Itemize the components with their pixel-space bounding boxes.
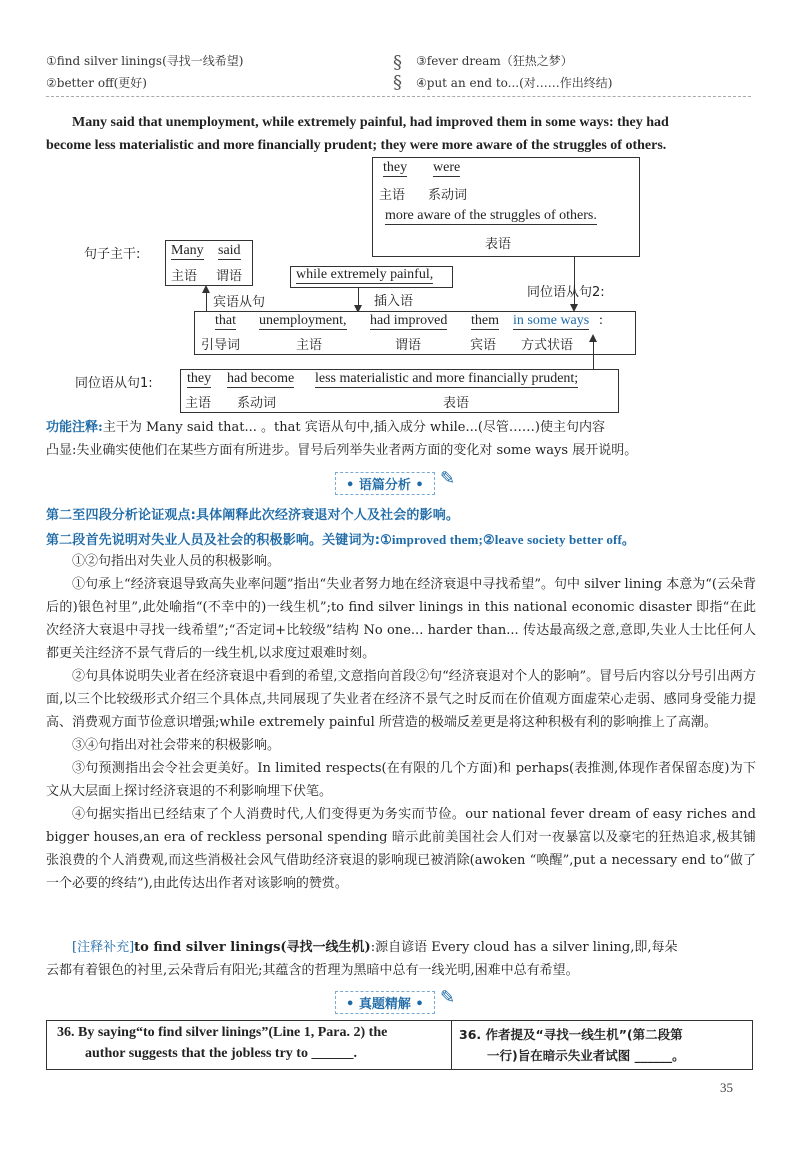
question-cn-line-1: 36. 作者提及“寻找一线生机”(第二段第	[459, 1027, 683, 1042]
sentence-line-2: become less materialistic and more financially prudent; they were more aware of the struggles of others.	[46, 138, 667, 153]
label-subject: 主语	[185, 396, 212, 411]
arrow-up-icon	[589, 334, 597, 342]
box-main-row	[194, 311, 636, 355]
feather-pen-icon: ✎	[440, 468, 456, 489]
question-en-line-2: author suggests that the jobless try to ______.	[85, 1046, 357, 1061]
option-2: ②better off(更好)	[46, 76, 147, 90]
analysis-paragraph: ③④句指出对社会带来的积极影响。	[72, 738, 281, 753]
predicative-phrase: more aware of the struggles of others.	[385, 208, 597, 223]
function-note-label: 功能注释:	[46, 420, 103, 435]
word-unemployment: unemployment,	[259, 313, 347, 328]
function-note-line-1: 主干为 Many said that... 。that 宾语从句中,插入成分 while...(尽管……)使主句内容	[102, 420, 606, 435]
phrase-in-some-ways: in some ways	[513, 313, 590, 328]
option-4: ④put an end to...(对……作出终结)	[416, 76, 613, 90]
label-predicative: 表语	[443, 396, 470, 411]
note-head: to find silver linings(寻找一线生机)	[134, 940, 371, 955]
analysis-paragraph: ①②句指出对失业人员的积极影响。	[72, 554, 281, 569]
word-that: that	[215, 313, 236, 328]
label-linking-verb: 系动词	[428, 188, 468, 203]
word-they: they	[383, 160, 408, 175]
label-main-clause: 句子主干:	[84, 247, 141, 262]
question-cn-line-2: 一行)旨在暗示失业者试图 ______。	[487, 1048, 685, 1063]
label-object: 宾语	[470, 338, 497, 353]
label-connector: 引导词	[201, 338, 241, 353]
label-object-clause: 宾语从句	[213, 295, 266, 310]
label-predicative: 表语	[485, 237, 512, 252]
analysis-paragraph: ①句承上“经济衰退导致高失业率问题”指出“失业者努力地在经济衰退中寻找希望”。句中 silver lining 本意为“(云朵背后的)银色衬里”,此处喻指“(不幸中的)一线生机”;to find silver linings in this national economic disaster 即指“在此次经济大衰退中寻找一线希望”;“否定词+比较级”结构 No one... harder than... 传达最高级之意,意即,失业人士比任何人都更关注经济不景气背后的一线生机,以求度过艰难时刻。	[46, 577, 756, 661]
section-title-exam-analysis: • 真题精解 •	[335, 991, 435, 1014]
function-note	[46, 416, 756, 462]
analysis-paragraph: ②句具体说明失业者在经济衰退中看到的希望,文意指向首段②句“经济衰退对个人的影响”。冒号后内容以分号引出两方面,以三个比较级形式介绍三个具体点,共同展现了失业者在经济不景气之时反而在价值观方面虚荣心走弱、感同身受能力提高、消费观方面节俭意识增强;while extremely painful 所营造的极端反差更是将这种积极有利的影响推上了高潮。	[46, 669, 756, 730]
squiggle-divider-icon: §	[393, 52, 402, 73]
option-1: ①find silver linings(寻找一线希望)	[46, 54, 244, 68]
phrase-while: while extremely painful,	[296, 267, 434, 282]
function-note-line-2: 凸显:失业确实使他们在某些方面有所进步。冒号后列举失业者两方面的变化对 some ways 展开说明。	[46, 443, 638, 458]
arrow-line	[358, 287, 359, 307]
word-said: said	[218, 243, 241, 258]
intro-line-1: 第二至四段分析论证观点:具体阐释此次经济衰退对个人及社会的影响。	[46, 508, 459, 523]
word-many: Many	[171, 243, 204, 258]
word-were: were	[433, 160, 461, 175]
label-subject: 主语	[171, 269, 198, 284]
predicative-phrase: less materialistic and more financially prudent;	[315, 371, 579, 386]
table-divider	[451, 1021, 452, 1069]
phrase-had-become: had become	[227, 371, 295, 386]
arrow-line	[593, 340, 594, 370]
phrase-had-improved: had improved	[370, 313, 448, 328]
question-table	[46, 1020, 753, 1070]
label-appositive-clause-1: 同位语从句1:	[75, 376, 153, 391]
divider	[46, 96, 751, 97]
label-parenthesis: 插入语	[374, 294, 414, 309]
note-text-2: 云都有着银色的衬里,云朵背后有阳光;其蕴含的哲理为黑暗中总有一线光明,困难中总有希望。	[46, 963, 579, 978]
option-3: ③fever dream（狂热之梦）	[416, 54, 573, 68]
word-they: they	[187, 371, 212, 386]
box-they-become	[180, 369, 619, 413]
box-they-were	[372, 157, 640, 257]
arrow-line	[206, 293, 207, 311]
analysis-paragraph: ④句据实指出已经结束了个人消费时代,人们变得更为务实而节俭。our national fever dream of easy riches and bigger houses,an era of reckless personal spending 暗示此前美国社会人们对一夜暴富以及豪宅的狂热追求,极其铺张浪费的个人消费观,而这些消极社会风气借助经济衰退的影响现已被消除(awoken “唤醒”,put a necessary end to“做了一个必要的终结”),由此传达出作者对该影响的赞赏。	[46, 807, 756, 891]
note-supplement	[46, 936, 756, 982]
question-en-line-1: 36. By saying“to find silver linings”(Line 1, Para. 2) the	[57, 1025, 388, 1040]
squiggle-divider-icon: §	[393, 72, 402, 93]
box-while-clause	[290, 266, 453, 288]
label-manner-adverbial: 方式状语	[521, 338, 574, 353]
label-appositive-clause-2: 同位语从句2:	[527, 285, 605, 300]
word-them: them	[471, 313, 499, 328]
label-predicate: 谓语	[216, 269, 243, 284]
colon: :	[599, 313, 603, 328]
analysis-paragraph: ③句预测指出会令社会更美好。In limited respects(在有限的几个方面)和 perhaps(表推测,体现作者保留态度)为下文从大层面上探讨经济衰退的不利影响埋下伏笔。	[46, 761, 756, 799]
intro-line-2-text: 第二段首先说明对失业人员及社会的积极影响。关键词为:	[46, 533, 381, 548]
note-text-1: :源自谚语 Every cloud has a silver lining,即,每朵	[370, 940, 678, 955]
label-predicate: 谓语	[395, 338, 422, 353]
label-subject: 主语	[379, 188, 406, 203]
box-many-said	[165, 240, 253, 286]
label-subject: 主语	[296, 338, 323, 353]
section-title-discourse-analysis: • 语篇分析 •	[335, 472, 435, 495]
intro-keywords: ①improved them;②leave society better off。	[380, 532, 636, 547]
sentence-line-1: Many said that unemployment, while extremely painful, had improved them in some ways: they had	[72, 115, 669, 130]
label-linking-verb: 系动词	[237, 396, 277, 411]
feather-pen-icon: ✎	[440, 987, 456, 1008]
note-label: [注释补充]	[72, 940, 135, 955]
page-number: 35	[720, 1080, 733, 1095]
arrow-up-icon	[202, 285, 210, 293]
analysis-body	[46, 550, 756, 895]
